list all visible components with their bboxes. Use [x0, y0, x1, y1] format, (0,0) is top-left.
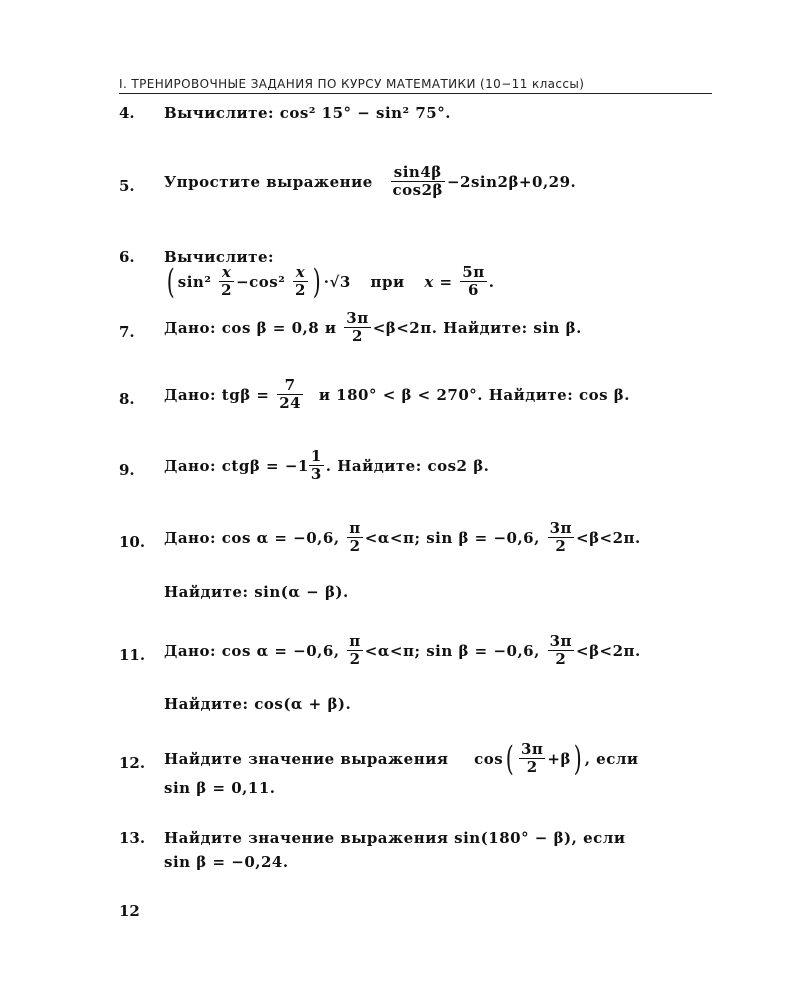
problem-text: Найдите: cos(α + β).: [164, 695, 352, 713]
fraction-numerator: π: [349, 632, 361, 650]
problem-number: 10.: [119, 533, 146, 551]
fraction-denominator: cos2β: [392, 181, 443, 200]
fraction-denominator: 2: [555, 537, 567, 556]
problem-text: Найдите: sin(α − β).: [164, 583, 349, 601]
problem-text: [164, 377, 630, 413]
fraction: [519, 741, 545, 777]
problem-text-part: Найдите значение выражения: [164, 749, 449, 768]
problem-text: [164, 738, 639, 779]
problem-text-part: <β<2π.: [576, 528, 641, 547]
problem-text: [164, 310, 582, 346]
fraction-denominator: 24: [279, 394, 302, 413]
page-number: 12: [119, 902, 140, 920]
fraction: [309, 448, 324, 484]
fraction-numerator: x: [219, 264, 234, 282]
problem-text-part: , если: [584, 749, 639, 768]
fraction-numerator: 3π: [346, 309, 369, 327]
problem-number: 9.: [119, 461, 135, 479]
problem-text-part: <β<2π. Найдите: sin β.: [372, 318, 582, 337]
fraction: [293, 264, 308, 300]
fraction: [219, 264, 234, 300]
fraction-denominator: 2: [295, 281, 306, 300]
problem-text-part: Дано: cos β = 0,8 и: [164, 318, 337, 337]
problem-text-part: Дано: cos α = −0,6,: [164, 528, 340, 547]
fraction-denominator: 6: [468, 281, 479, 300]
problem-text-part: Дано: cos α = −0,6,: [164, 641, 340, 660]
problem-number: 6.: [119, 248, 135, 266]
problem-number: 13.: [119, 829, 146, 847]
fraction-numerator: 3π: [521, 740, 544, 758]
fraction-numerator: x: [293, 264, 308, 282]
problem-text-part: . Найдите: cos2 β.: [325, 456, 490, 475]
fraction-denominator: 2: [352, 327, 363, 346]
fraction-denominator: 3: [310, 465, 322, 484]
problem-text-part: −2sin2β+0,29.: [446, 172, 577, 191]
problem-text: sin β = −0,24.: [164, 853, 289, 871]
formula-part: −cos²: [236, 272, 286, 291]
fraction-denominator: 2: [221, 281, 233, 300]
formula-part: ·√3: [323, 272, 351, 291]
problem-number: 11.: [119, 646, 146, 664]
problem-text: [164, 448, 489, 484]
problem-text-part: и 180° < β < 270°. Найдите: cos β.: [318, 385, 630, 404]
problem-text: Вычислите: cos² 15° − sin² 75°.: [164, 104, 451, 122]
problem-number: 8.: [119, 390, 135, 408]
fraction: [391, 164, 445, 200]
fraction: [548, 520, 574, 556]
fraction-denominator: 2: [349, 650, 361, 669]
fraction: [548, 633, 574, 669]
problem-text: [164, 520, 641, 556]
problem-number: 5.: [119, 177, 135, 195]
fraction: [460, 264, 486, 300]
right-paren: ): [312, 261, 321, 302]
formula-part: sin²: [177, 272, 212, 291]
problem-text-part: Дано: tgβ =: [164, 385, 270, 404]
right-paren: ): [573, 738, 582, 779]
problem-text-part: Упростите выражение: [164, 172, 373, 191]
fraction-numerator: π: [349, 519, 361, 537]
formula-part: при: [370, 272, 405, 291]
problem-text-part: <α<π; sin β = −0,6,: [364, 641, 540, 660]
problem-number: 4.: [119, 104, 135, 122]
fraction-numerator: 7: [277, 377, 303, 395]
problem-text-part: cos: [474, 749, 504, 768]
fraction-numerator: sin4β: [391, 164, 445, 182]
fraction-denominator: 2: [349, 537, 361, 556]
problem-text-part: <β<2π.: [576, 641, 641, 660]
fraction: [347, 633, 362, 669]
fraction-numerator: 3π: [549, 632, 572, 650]
problem-formula: [164, 261, 495, 302]
fraction-numerator: 3π: [549, 519, 572, 537]
problem-text-part: +β: [547, 749, 571, 768]
problem-text-part: Дано: ctgβ = −1: [164, 456, 309, 475]
problem-number: 12.: [119, 754, 146, 772]
fraction-denominator: 2: [526, 758, 538, 777]
problem-text: Найдите значение выражения sin(180° − β), если: [164, 829, 626, 847]
fraction-denominator: 2: [555, 650, 567, 669]
problem-text: [164, 633, 641, 669]
left-paren: (: [505, 738, 515, 779]
fraction: [347, 520, 362, 556]
formula-part: x =: [424, 272, 453, 291]
fraction-numerator: 1: [310, 447, 322, 465]
fraction-numerator: 5π: [462, 263, 485, 281]
fraction: [277, 377, 303, 413]
period: .: [488, 272, 495, 291]
problem-text: Вычислите:: [164, 248, 275, 266]
problem-number: 7.: [119, 323, 135, 341]
left-paren: (: [166, 261, 176, 302]
problem-text: [164, 164, 576, 200]
problem-text-part: <α<π; sin β = −0,6,: [364, 528, 540, 547]
problem-text: sin β = 0,11.: [164, 779, 276, 797]
fraction: [344, 310, 370, 346]
page-header: I. ТРЕНИРОВОЧНЫЕ ЗАДАНИЯ ПО КУРСУ МАТЕМАТИКИ (10−11 классы): [119, 77, 712, 94]
